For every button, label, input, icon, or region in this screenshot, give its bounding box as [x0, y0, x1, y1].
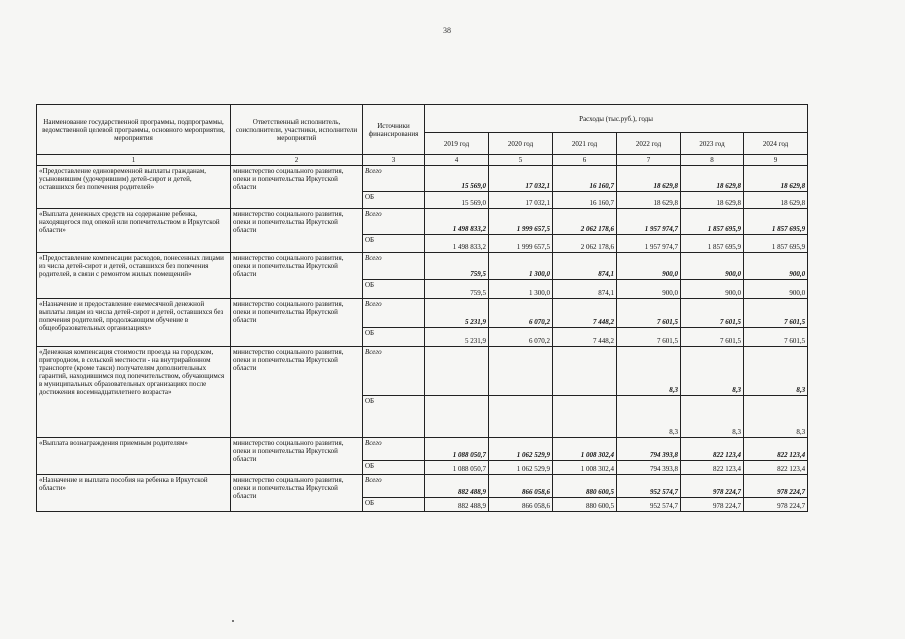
total-value-cell: 978 224,7: [681, 475, 744, 498]
total-value-cell: 17 032,1: [489, 166, 553, 192]
executor-cell: министерство социального развития, опеки и попечительства Иркутской области: [231, 253, 363, 299]
header-year: 2020 год: [489, 133, 553, 155]
program-name-cell: «Выплата денежных средств на содержание ребенка, находящегося под опекой или попечительством в Иркутской области»: [37, 209, 231, 253]
executor-cell: министерство социального развития, опеки и попечительства Иркутской области: [231, 209, 363, 253]
source-total-label: Всего: [363, 347, 425, 396]
ob-value-cell: 1 498 833,2: [425, 235, 489, 253]
table-body: [37, 166, 808, 512]
column-number: 6: [553, 155, 617, 166]
executor-cell: министерство социального развития, опеки и попечительства Иркутской области: [231, 475, 363, 512]
header-year: 2019 год: [425, 133, 489, 155]
header-program: Наименование государственной программы, подпрограммы, ведомственной целевой программы, основного мероприятия, мероприятия: [37, 105, 231, 155]
total-value-cell: 882 488,9: [425, 475, 489, 498]
program-name-cell: «Денежная компенсация стоимости проезда на городском, пригородном, в сельской местности - на внутрирайонном транспорте (кроме такси) получателям дополнительных гарантий, находившимся под попечительством, обучающимся в муниципальных образовательных организациях после достижения восемнадцатилетнего возраста»: [37, 347, 231, 438]
total-value-cell: 5 231,9: [425, 299, 489, 328]
total-value-cell: 1 300,0: [489, 253, 553, 280]
table-row: [37, 209, 808, 235]
source-ob-label: ОБ: [363, 461, 425, 475]
total-value-cell: [553, 347, 617, 396]
total-value-cell: 1 857 695,9: [744, 209, 808, 235]
column-number: 5: [489, 155, 553, 166]
ob-value-cell: 1 999 657,5: [489, 235, 553, 253]
ob-value-cell: 7 601,5: [681, 328, 744, 347]
ob-value-cell: 15 569,0: [425, 192, 489, 209]
header-year: 2024 год: [744, 133, 808, 155]
total-value-cell: 7 601,5: [744, 299, 808, 328]
column-number: 8: [681, 155, 744, 166]
total-value-cell: 2 062 178,6: [553, 209, 617, 235]
total-value-cell: 18 629,8: [617, 166, 681, 192]
ob-value-cell: 1 008 302,4: [553, 461, 617, 475]
ob-value-cell: 2 062 178,6: [553, 235, 617, 253]
ob-value-cell: 1 857 695,9: [681, 235, 744, 253]
source-total-label: Всего: [363, 299, 425, 328]
total-value-cell: 1 857 695,9: [681, 209, 744, 235]
ob-value-cell: 1 857 695,9: [744, 235, 808, 253]
ob-value-cell: 18 629,8: [617, 192, 681, 209]
total-value-cell: 18 629,8: [681, 166, 744, 192]
ob-value-cell: 882 488,9: [425, 498, 489, 512]
program-name-cell: «Выплата вознаграждения приемным родителям»: [37, 438, 231, 475]
source-total-label: Всего: [363, 438, 425, 461]
ob-value-cell: 874,1: [553, 280, 617, 299]
ob-value-cell: 1 957 974,7: [617, 235, 681, 253]
total-value-cell: 952 574,7: [617, 475, 681, 498]
program-name-cell: «Предоставление компенсации расходов, понесенных лицами из числа детей-сирот и детей, оставшихся без попечения родителей, в связи с ремонтом жилых помещений»: [37, 253, 231, 299]
column-number: 4: [425, 155, 489, 166]
source-ob-label: ОБ: [363, 328, 425, 347]
total-value-cell: 900,0: [681, 253, 744, 280]
total-value-cell: 1 498 833,2: [425, 209, 489, 235]
total-value-cell: 8,3: [617, 347, 681, 396]
ob-value-cell: 18 629,8: [744, 192, 808, 209]
header-expenses: Расходы (тыс.руб.), годы: [425, 105, 808, 133]
source-ob-label: ОБ: [363, 235, 425, 253]
total-value-cell: 978 224,7: [744, 475, 808, 498]
executor-cell: министерство социального развития, опеки и попечительства Иркутской области: [231, 347, 363, 438]
program-name-cell: «Назначение и предоставление ежемесячной денежной выплаты лицам из числа детей-сирот и детей, оставшихся без попечения родителей, продолжающим обучение в общеобразовательных организациях»: [37, 299, 231, 347]
header-year: 2021 год: [553, 133, 617, 155]
executor-cell: министерство социального развития, опеки и попечительства Иркутской области: [231, 166, 363, 209]
ob-value-cell: 17 032,1: [489, 192, 553, 209]
ob-value-cell: 5 231,9: [425, 328, 489, 347]
ob-value-cell: 978 224,7: [744, 498, 808, 512]
header-year: 2022 год: [617, 133, 681, 155]
total-value-cell: 8,3: [744, 347, 808, 396]
ob-value-cell: [425, 396, 489, 438]
ob-value-cell: 900,0: [617, 280, 681, 299]
ob-value-cell: 8,3: [681, 396, 744, 438]
total-value-cell: 1 062 529,9: [489, 438, 553, 461]
ob-value-cell: 880 600,5: [553, 498, 617, 512]
total-value-cell: 1 957 974,7: [617, 209, 681, 235]
ob-value-cell: 1 062 529,9: [489, 461, 553, 475]
ob-value-cell: 16 160,7: [553, 192, 617, 209]
header-year: 2023 год: [681, 133, 744, 155]
ob-value-cell: 18 629,8: [681, 192, 744, 209]
column-number: 2: [231, 155, 363, 166]
scan-speck: [232, 620, 234, 622]
ob-value-cell: 822 123,4: [744, 461, 808, 475]
column-number: 7: [617, 155, 681, 166]
column-number: 1: [37, 155, 231, 166]
column-number-row: [37, 155, 808, 166]
ob-value-cell: 7 601,5: [744, 328, 808, 347]
total-value-cell: 822 123,4: [744, 438, 808, 461]
ob-value-cell: [553, 396, 617, 438]
program-name-cell: «Предоставление единовременной выплаты гражданам, усыновившим (удочерившим) детей-сирот и детей, оставшихся без попечения родителей»: [37, 166, 231, 209]
ob-value-cell: [489, 396, 553, 438]
ob-value-cell: 8,3: [617, 396, 681, 438]
budget-table: [36, 104, 808, 512]
total-value-cell: [489, 347, 553, 396]
ob-value-cell: 794 393,8: [617, 461, 681, 475]
total-value-cell: 6 070,2: [489, 299, 553, 328]
table-row: [37, 253, 808, 280]
source-total-label: Всего: [363, 209, 425, 235]
total-value-cell: 874,1: [553, 253, 617, 280]
ob-value-cell: 7 448,2: [553, 328, 617, 347]
table-row: [37, 475, 808, 498]
total-value-cell: 822 123,4: [681, 438, 744, 461]
total-value-cell: 1 088 050,7: [425, 438, 489, 461]
source-ob-label: ОБ: [363, 280, 425, 299]
total-value-cell: 900,0: [617, 253, 681, 280]
total-value-cell: 7 601,5: [681, 299, 744, 328]
source-ob-label: ОБ: [363, 396, 425, 438]
source-total-label: Всего: [363, 475, 425, 498]
total-value-cell: 900,0: [744, 253, 808, 280]
total-value-cell: 1 008 302,4: [553, 438, 617, 461]
ob-value-cell: 822 123,4: [681, 461, 744, 475]
total-value-cell: 759,5: [425, 253, 489, 280]
table-row: [37, 438, 808, 461]
total-value-cell: 7 448,2: [553, 299, 617, 328]
header-sources: Источники финансирования: [363, 105, 425, 155]
total-value-cell: 7 601,5: [617, 299, 681, 328]
column-number: 9: [744, 155, 808, 166]
header-executor: Ответственный исполнитель, соисполнители, участники, исполнители мероприятий: [231, 105, 363, 155]
total-value-cell: 8,3: [681, 347, 744, 396]
total-value-cell: 880 600,5: [553, 475, 617, 498]
program-name-cell: «Назначение и выплата пособия на ребенка в Иркутской области»: [37, 475, 231, 512]
column-number: 3: [363, 155, 425, 166]
total-value-cell: 18 629,8: [744, 166, 808, 192]
table-row: [37, 347, 808, 396]
ob-value-cell: 900,0: [744, 280, 808, 299]
total-value-cell: 16 160,7: [553, 166, 617, 192]
ob-value-cell: 978 224,7: [681, 498, 744, 512]
total-value-cell: 794 393,8: [617, 438, 681, 461]
ob-value-cell: 866 058,6: [489, 498, 553, 512]
ob-value-cell: 1 300,0: [489, 280, 553, 299]
total-value-cell: 15 569,0: [425, 166, 489, 192]
source-ob-label: ОБ: [363, 192, 425, 209]
page-number: 38: [443, 26, 451, 35]
ob-value-cell: 6 070,2: [489, 328, 553, 347]
total-value-cell: [425, 347, 489, 396]
ob-value-cell: 1 088 050,7: [425, 461, 489, 475]
total-value-cell: 1 999 657,5: [489, 209, 553, 235]
source-total-label: Всего: [363, 253, 425, 280]
executor-cell: министерство социального развития, опеки и попечительства Иркутской области: [231, 438, 363, 475]
ob-value-cell: 8,3: [744, 396, 808, 438]
source-ob-label: ОБ: [363, 498, 425, 512]
ob-value-cell: 952 574,7: [617, 498, 681, 512]
ob-value-cell: 759,5: [425, 280, 489, 299]
total-value-cell: 866 058,6: [489, 475, 553, 498]
table-row: [37, 166, 808, 192]
table-row: [37, 299, 808, 328]
source-total-label: Всего: [363, 166, 425, 192]
ob-value-cell: 7 601,5: [617, 328, 681, 347]
executor-cell: министерство социального развития, опеки и попечительства Иркутской области: [231, 299, 363, 347]
ob-value-cell: 900,0: [681, 280, 744, 299]
